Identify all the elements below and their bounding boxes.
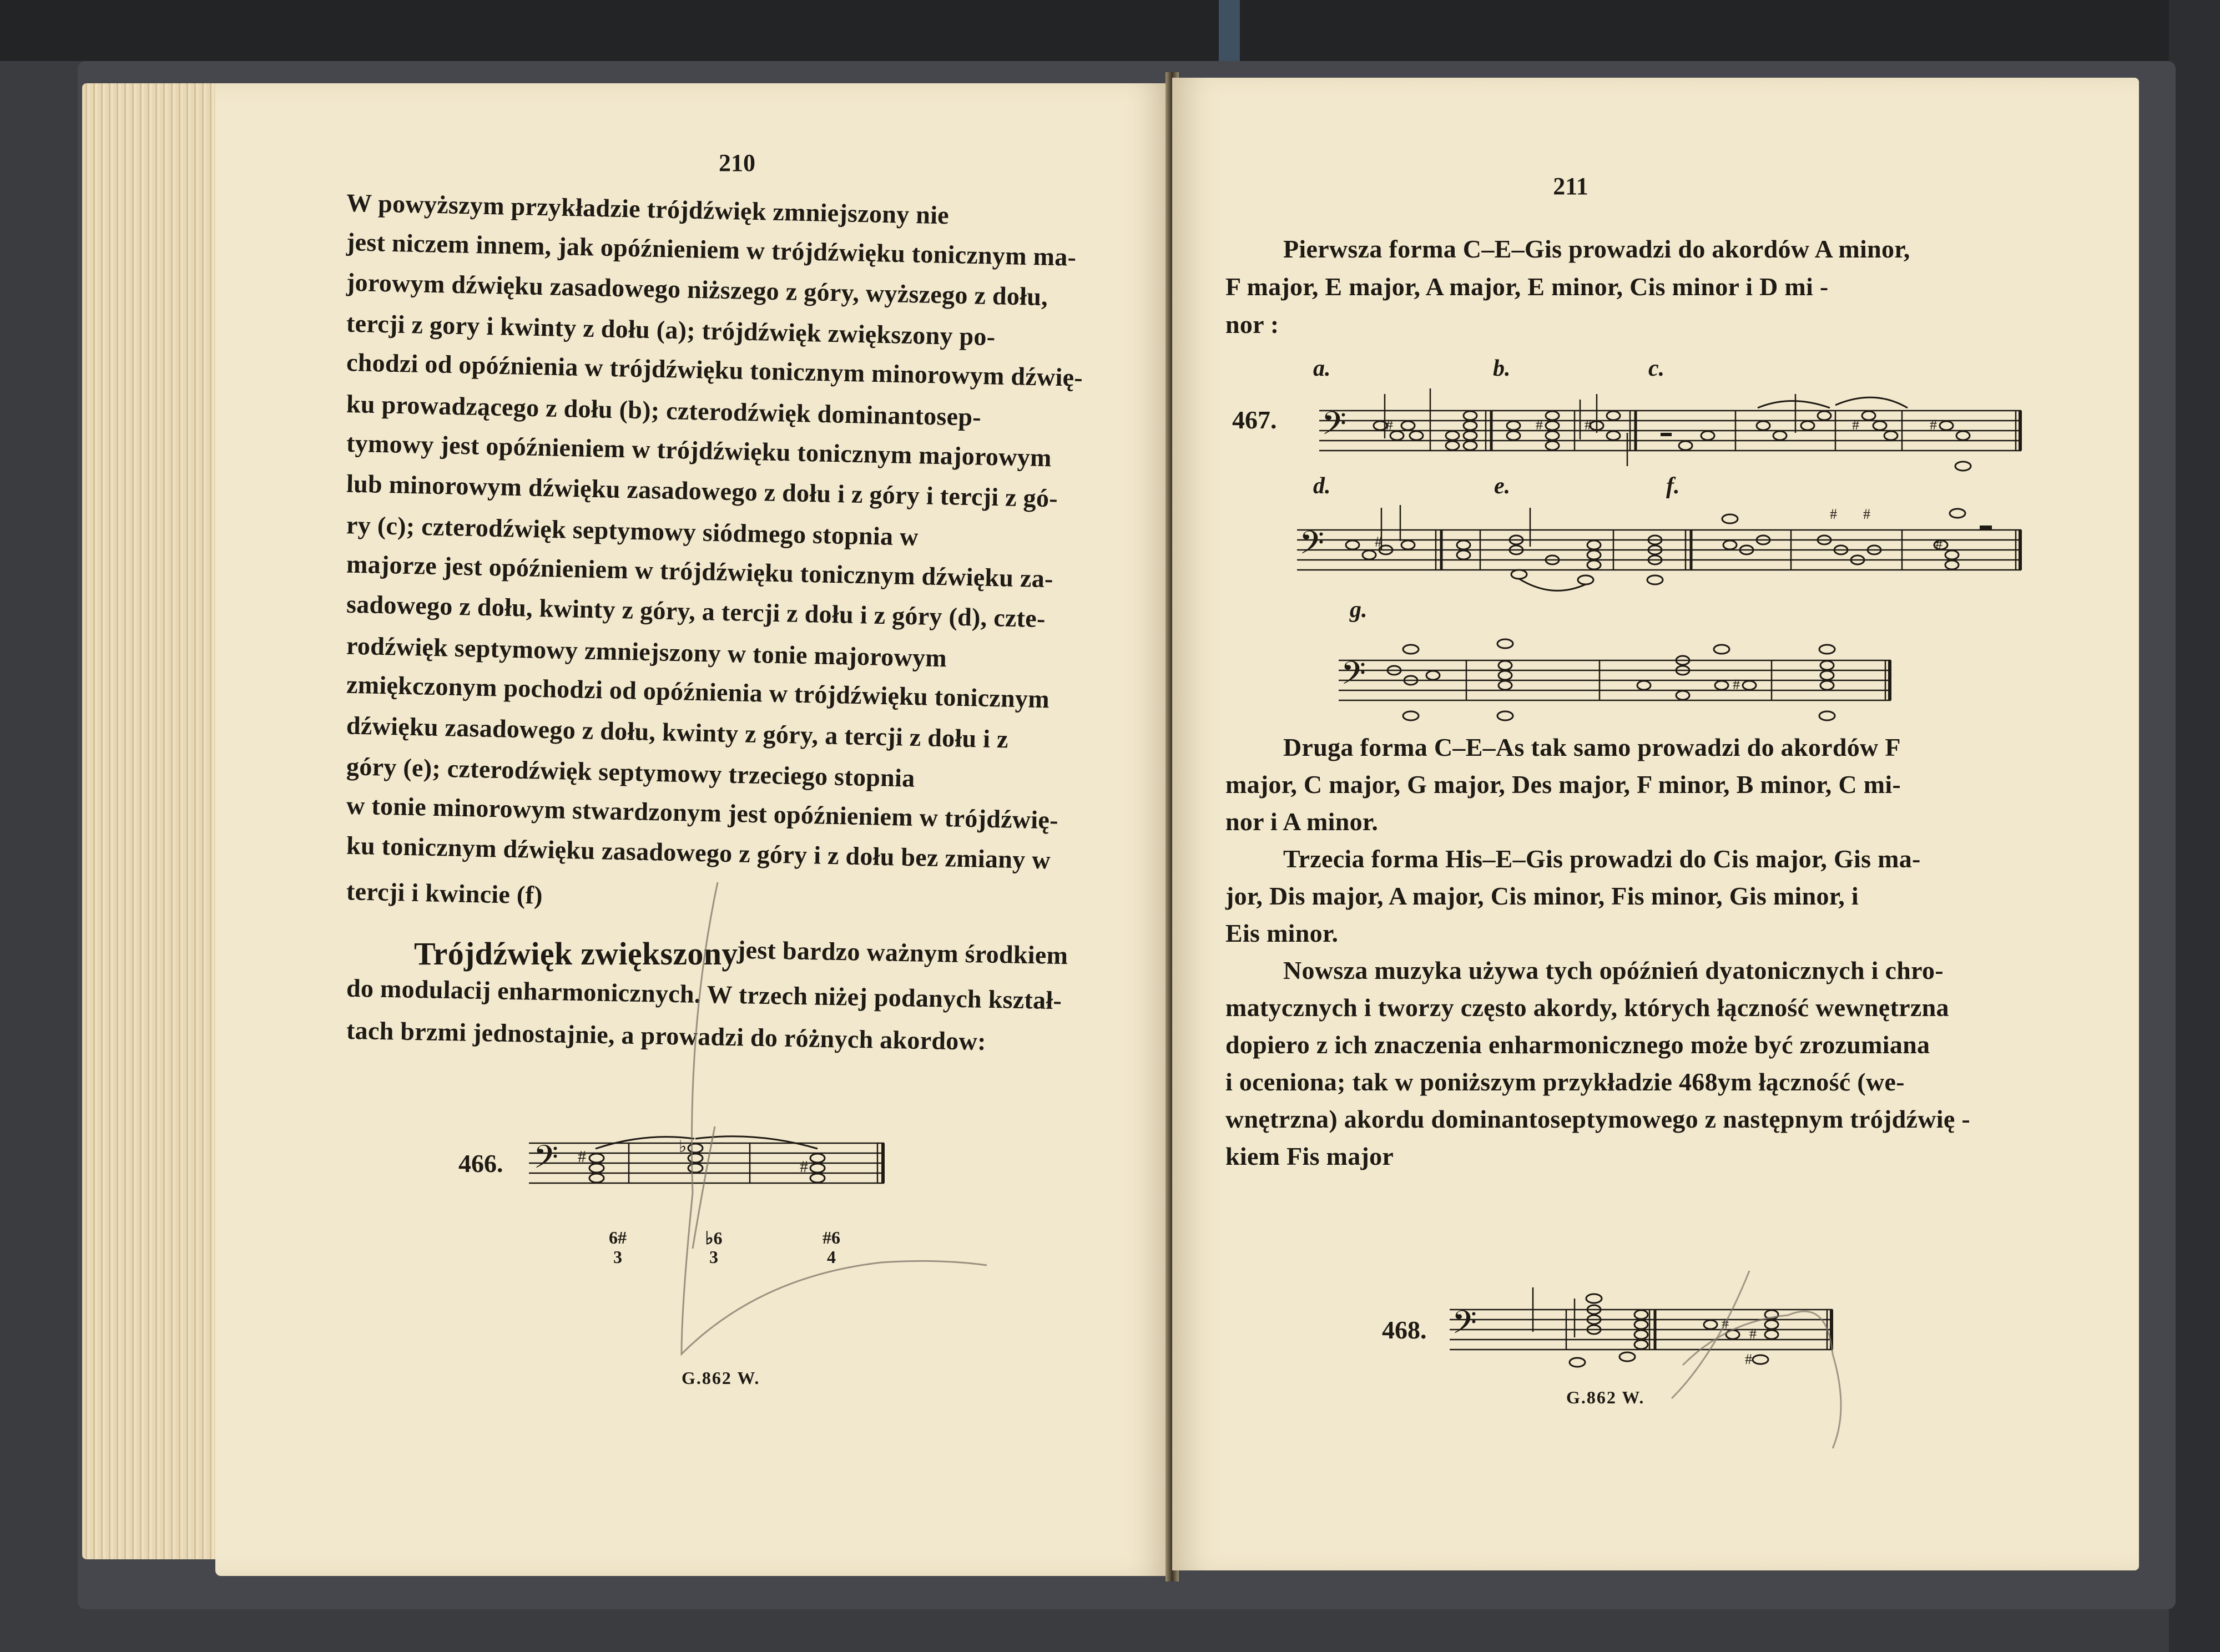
example-number-466: 466.	[458, 1149, 503, 1178]
left-page	[215, 83, 1171, 1576]
text-line: lub minorowym dźwięku zasadowego z dołu i z góry i tercji z gó-	[346, 469, 1058, 512]
sub-label-b: b.	[1493, 356, 1511, 381]
svg-text:#: #	[1733, 676, 1740, 693]
text-line: Druga forma C–E–As tak samo prowadzi do akordów F	[1283, 733, 1901, 761]
text-line: góry (e); czterodźwięk septymowy trzeciego stopnia	[346, 752, 915, 792]
pencil-marks	[215, 83, 1171, 1576]
scan-background-right	[2169, 0, 2220, 1652]
svg-text:♭: ♭	[679, 1138, 687, 1156]
text-line: ku tonicznym dźwięku zasadowego z góry i z dołu bez zmiany w	[346, 831, 1051, 875]
text-line: sadowego z dołu, kwinty z góry, a tercji z dołu i z góry (d), czte-	[346, 589, 1046, 633]
text-line: i oceniona; tak w poniższym przykładzie 468ym łączność (we-	[1225, 1068, 1905, 1096]
pencil-marks-right	[1172, 78, 2139, 1570]
figured-bass-2-bottom: 3	[709, 1247, 718, 1267]
sub-label-d: d.	[1313, 473, 1331, 499]
scan-background-top	[0, 0, 2220, 61]
figured-bass-1-top: 6#	[609, 1227, 627, 1247]
svg-text:𝄢: 𝄢	[533, 1138, 559, 1184]
text-line: tercji i kwincie (f)	[346, 876, 543, 910]
page-number: 211	[1553, 173, 1588, 200]
sub-label-a: a.	[1313, 356, 1331, 381]
footer-plate-number: G.862 W.	[1566, 1387, 1645, 1407]
text-line: nor :	[1225, 310, 1279, 339]
text-line: jest bardzo ważnym środkiem	[736, 935, 1068, 970]
svg-text:#: #	[1745, 1351, 1752, 1367]
text-line: jorowym dźwięku zasadowego niższego z góry, wyższego z dołu,	[346, 267, 1048, 311]
footer-plate-number: G.862 W.	[682, 1368, 760, 1388]
text-line: matycznych i tworzy często akordy, których łączność wewnętrzna	[1225, 993, 1949, 1022]
svg-text:#: #	[1930, 417, 1937, 433]
right-page	[1172, 78, 2139, 1570]
text-line: chodzi od opóźnienia w trójdźwięku tonicznym minorowym dźwię-	[346, 348, 1083, 392]
svg-text:#: #	[1749, 1326, 1757, 1342]
text-line: kiem Fis major	[1225, 1142, 1394, 1170]
svg-text:#: #	[1935, 536, 1943, 552]
example-number-467: 467.	[1232, 406, 1277, 434]
bookmark-tab	[1219, 0, 1240, 67]
svg-text:𝄢: 𝄢	[1452, 1304, 1477, 1349]
page-number: 210	[719, 149, 755, 176]
text-line: ry (c); czterodźwięk septymowy siódmego stopnia w	[346, 511, 919, 551]
text-line: Pierwsza forma C–E–Gis prowadzi do akordów A minor,	[1283, 235, 1910, 263]
figured-bass-1-bottom: 3	[613, 1247, 622, 1267]
svg-text:𝄢: 𝄢	[1299, 524, 1325, 569]
svg-text:#: #	[800, 1158, 808, 1176]
sub-label-g: g.	[1350, 597, 1368, 623]
svg-text:#: #	[1830, 506, 1837, 522]
text-line: major, C major, G major, Des major, F minor, B minor, C mi-	[1225, 770, 1901, 799]
page-edges	[82, 83, 226, 1559]
text-line: tach brzmi jednostajnie, a prowadzi do różnych akordow:	[346, 1016, 987, 1056]
text-line: dźwięku zasadowego z dołu, kwinty z góry, a tercji z dołu i z	[346, 711, 1009, 753]
text-line: F major, E major, A major, E minor, Cis minor i D mi -	[1225, 272, 1829, 301]
sub-label-c: c.	[1648, 356, 1665, 381]
figured-bass-2-top: ♭6	[705, 1228, 723, 1248]
text-line: ku prowadzącego z dołu (b); czterodźwięk dominantosep-	[346, 389, 982, 431]
text-line: dopiero z ich znaczenia enharmonicznego może być zrozumiana	[1225, 1030, 1930, 1059]
svg-text:#: #	[1722, 1316, 1729, 1332]
svg-text:#: #	[1386, 417, 1393, 433]
text-line: majorze jest opóźnieniem w trójdźwięku tonicznym dźwięku za-	[346, 549, 1054, 593]
paragraph-2-lead: Trójdźwięk zwiększony	[414, 936, 738, 972]
figured-bass-3-top: #6	[823, 1227, 840, 1247]
svg-text:#: #	[1536, 417, 1543, 433]
text-line: rodźwięk septymowy zmniejszony w tonie majorowym	[346, 631, 947, 672]
text-line: w tonie minorowym stwardzonym jest opóźnieniem w trójdźwię-	[346, 791, 1059, 834]
text-line: Nowsza muzyka używa tych opóźnień dyatonicznych i chro-	[1283, 956, 1944, 984]
svg-text:𝄢: 𝄢	[1321, 405, 1347, 450]
text-line: Trzecia forma His–E–Gis prowadzi do Cis major, Gis ma-	[1283, 845, 1921, 873]
svg-text:#: #	[578, 1148, 586, 1166]
sub-label-f: f.	[1666, 473, 1680, 499]
text-line: nor i A minor.	[1225, 807, 1379, 836]
text-line: wnętrzna) akordu dominantoseptymowego z następnym trójdźwię -	[1225, 1105, 1970, 1133]
sub-label-e: e.	[1494, 473, 1511, 499]
text-line: Eis minor.	[1225, 919, 1339, 947]
svg-text:𝄢: 𝄢	[1341, 654, 1366, 700]
svg-text:#: #	[1375, 534, 1382, 550]
text-line: W powyższym przykładzie trójdźwięk zmniejszony nie	[346, 188, 950, 230]
svg-text:#: #	[1852, 417, 1859, 433]
text-line: jest niczem innem, jak opóźnieniem w trójdźwięku tonicznym ma-	[346, 227, 1077, 271]
text-line: jor, Dis major, A major, Cis minor, Fis minor, Gis minor, i	[1225, 882, 1859, 910]
text-line: do modulacij enharmonicznych. W trzech niżej podanych kształ-	[346, 973, 1062, 1015]
text-line: tercji z gory i kwinty z dołu (a); trójdźwięk zwiększony po-	[346, 309, 996, 351]
svg-text:#: #	[1585, 417, 1592, 433]
figured-bass-3-bottom: 4	[827, 1247, 836, 1267]
svg-text:#: #	[1863, 506, 1870, 522]
text-line: tymowy jest opóźnieniem w trójdźwięku tonicznym majorowym	[346, 428, 1052, 472]
example-number-468: 468.	[1382, 1316, 1427, 1344]
text-line: zmiękczonym pochodzi od opóźnienia w trójdźwięku tonicznym	[346, 670, 1050, 714]
